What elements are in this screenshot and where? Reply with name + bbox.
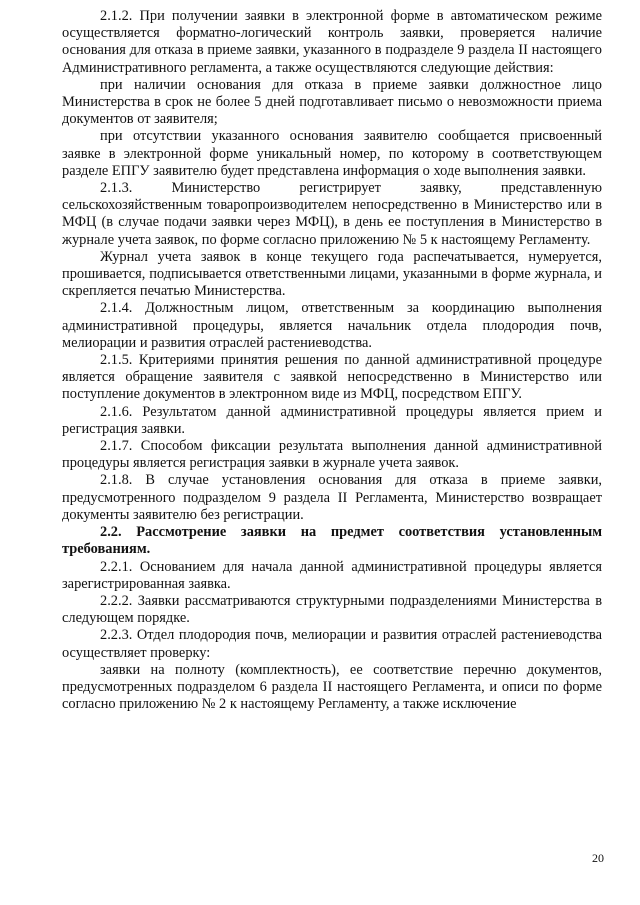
- paragraph-2-1-4: 2.1.4. Должностным лицом, ответственным за координацию выполнения административной процедуры, является начальник отдела плодородия почв, мелиорации и развития отраслей растениеводства.: [62, 300, 602, 351]
- paragraph-2-1-2: 2.1.2. При получении заявки в электронной форме в автоматическом режиме осуществляется форматно-логический контроль заявки, проверяется наличие основания для отказа в приеме заявки, указанного в подразделе 9 раздела II настоящего Административного регламента, а также осуществляются следующие действия:: [62, 8, 602, 76]
- paragraph-2-1-5: 2.1.5. Критериями принятия решения по данной административной процедуре является обращение заявителя с заявкой непосредственно в Министерство или поступление документов в электронном виде из МФЦ, посредством ЕПГУ.: [62, 352, 602, 403]
- paragraph-no-refusal-grounds: при отсутствии указанного основания заявителю сообщается присвоенный заявке в электронной форме уникальный номер, по которому в соответствующем разделе ЕПГУ заявителю будет представлена информация о ходе выполнения заявки.: [62, 128, 602, 179]
- paragraph-refusal-grounds: при наличии основания для отказа в приеме заявки должностное лицо Министерства в срок не более 5 дней подготавливает письмо о невозможности приема документов от заявителя;: [62, 76, 602, 128]
- page-number: 20: [592, 851, 604, 865]
- paragraph-2-2-3: 2.2.3. Отдел плодородия почв, мелиорации и развития отраслей растениеводства осуществляет проверку:: [62, 627, 602, 661]
- paragraph-2-1-7: 2.1.7. Способом фиксации результата выполнения данной административной процедуры является регистрация заявки в журнале учета заявок.: [62, 438, 602, 472]
- section-heading-2-2: 2.2. Рассмотрение заявки на предмет соответствия установленным требованиям.: [62, 524, 602, 558]
- paragraph-2-1-8: 2.1.8. В случае установления основания для отказа в приеме заявки, предусмотренного подразделом 9 раздела II Регламента, Министерство возвращает документы заявителю без регистрации.: [62, 472, 602, 523]
- paragraph-journal: Журнал учета заявок в конце текущего года распечатывается, нумеруется, прошивается, подписывается ответственными лицами, указанными в форме журнала, и скрепляется печатью Министерства.: [62, 248, 602, 300]
- paragraph-2-1-6: 2.1.6. Результатом данной административной процедуры является прием и регистрация заявки.: [62, 403, 602, 437]
- paragraph-2-2-2: 2.2.2. Заявки рассматриваются структурными подразделениями Министерства в следующем порядке.: [62, 592, 602, 627]
- paragraph-2-1-3: 2.1.3. Министерство регистрирует заявку, представленную сельскохозяйственным товаропроизводителем непосредственно в Министерство или в МФЦ (в случае подачи заявки через МФЦ), в день ее поступления в Министерство в журнале учета заявок, по форме согласно приложению № 5 к настоящему Регламенту.: [62, 180, 602, 248]
- paragraph-2-2-1: 2.2.1. Основанием для начала данной административной процедуры является зарегистрированная заявка.: [62, 558, 602, 592]
- paragraph-completeness-check: заявки на полноту (комплектность), ее соответствие перечню документов, предусмотренных подразделом 6 раздела II настоящего Регламента, и описи по форме согласно приложению № 2 к настоящему Регламенту, а также исключение: [62, 661, 602, 713]
